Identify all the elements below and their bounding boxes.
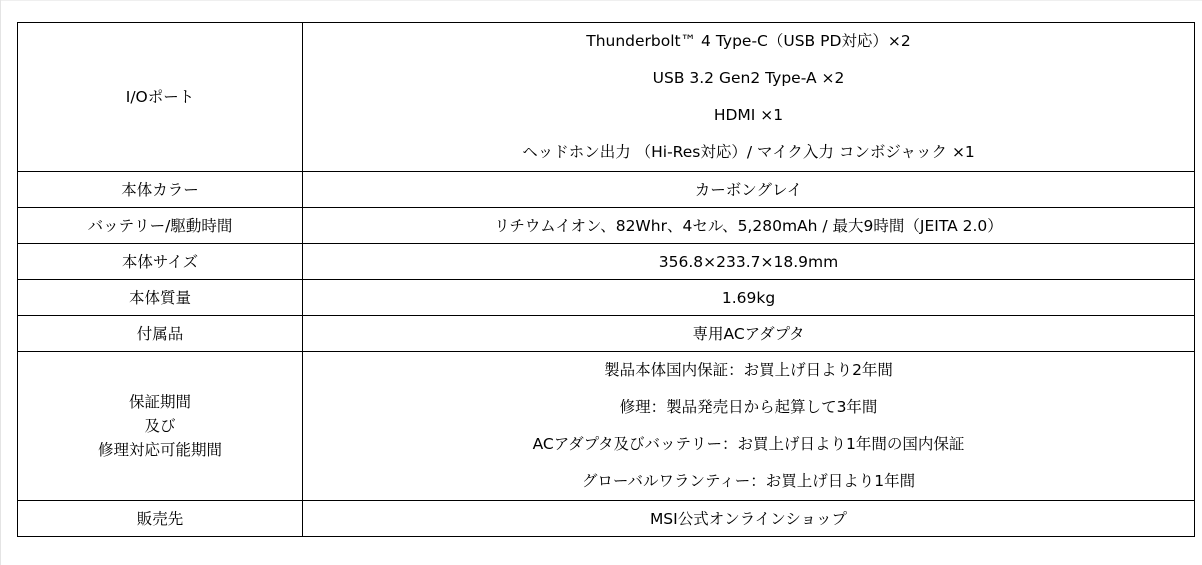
row-value-accessories: 専用ACアダプタ — [303, 316, 1195, 352]
row-value-weight: 1.69kg — [303, 280, 1195, 316]
table-row — [18, 352, 1195, 501]
table-row — [18, 208, 1195, 244]
value-line: 製品本体国内保証：お買上げ日より2年間 — [604, 361, 893, 379]
row-label-size: 本体サイズ — [18, 244, 303, 280]
table-row — [18, 23, 1195, 172]
value-line: Thunderbolt™ 4 Type-C（USB PD対応）×2 — [586, 32, 911, 50]
row-label-weight: 本体質量 — [18, 280, 303, 316]
row-label-text: 保証期間 — [128, 393, 191, 411]
value-line: ACアダプタ及びバッテリー：お買上げ日より1年間の国内保証 — [532, 435, 965, 453]
row-label-text: I/Oポート — [125, 88, 195, 106]
row-value-warranty — [303, 352, 1195, 501]
table-row — [18, 280, 1195, 316]
table-row — [18, 316, 1195, 352]
value-line: USB 3.2 Gen2 Type-A ×2 — [652, 69, 845, 87]
row-label-warranty — [18, 352, 303, 501]
value-line: 修理：製品発売日から起算して3年間 — [619, 398, 878, 416]
table-row — [18, 501, 1195, 537]
spec-table — [17, 22, 1195, 537]
row-value-color: カーボングレイ — [303, 172, 1195, 208]
table-row — [18, 172, 1195, 208]
page-top-rule — [0, 0, 1202, 1]
row-label-sales-channel: 販売先 — [18, 501, 303, 537]
value-line: グローバルワランティー：お買上げ日より1年間 — [581, 472, 916, 490]
row-label-color: 本体カラー — [18, 172, 303, 208]
row-label-text: 及び — [144, 417, 176, 435]
row-label-text: 修理対応可能期間 — [97, 441, 222, 459]
row-value-battery: リチウムイオン、82Whr、4セル、5,280mAh / 最大9時間（JEITA 2.0） — [303, 208, 1195, 244]
row-label-accessories: 付属品 — [18, 316, 303, 352]
page-left-rule — [0, 0, 1, 565]
row-value-size: 356.8×233.7×18.9mm — [303, 244, 1195, 280]
table-row — [18, 244, 1195, 280]
row-label-io-ports — [18, 23, 303, 172]
row-label-battery: バッテリー/駆動時間 — [18, 208, 303, 244]
row-value-sales-channel: MSI公式オンラインショップ — [303, 501, 1195, 537]
row-value-io-ports — [303, 23, 1195, 172]
value-line: ヘッドホン出力 （Hi-Res対応）/ マイク入力 コンボジャック ×1 — [522, 143, 975, 161]
value-line: HDMI ×1 — [713, 106, 784, 124]
